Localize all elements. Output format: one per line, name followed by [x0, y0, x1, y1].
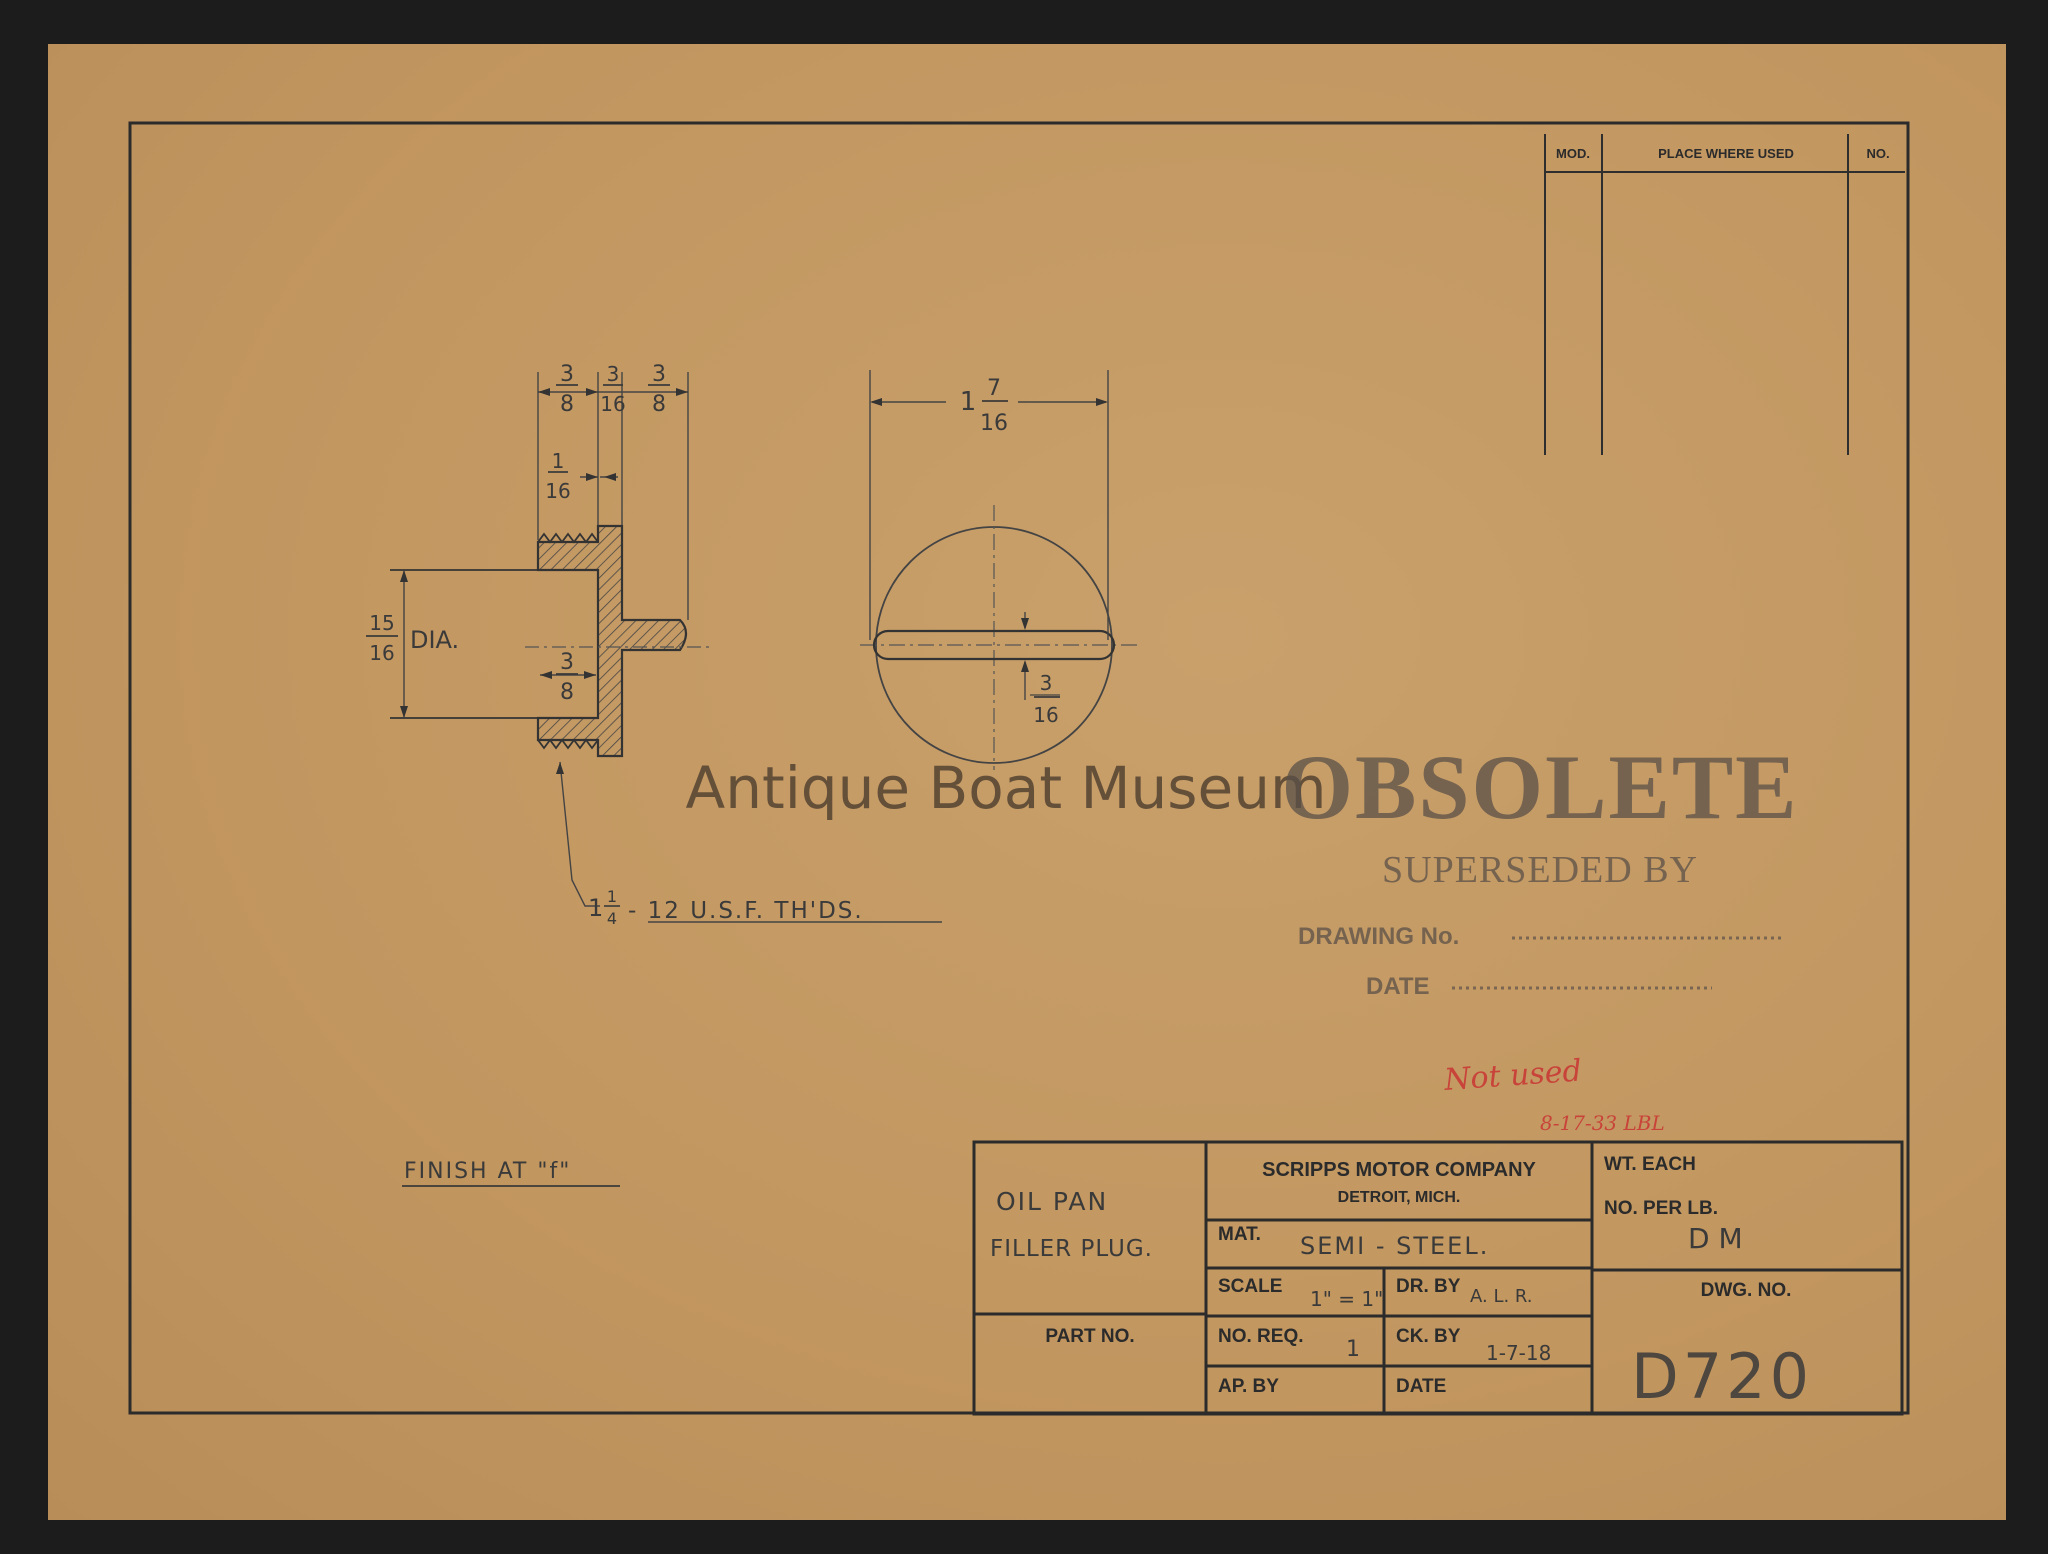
dim-top-b-den: 16	[600, 392, 626, 416]
ap-by-label: AP. BY	[1218, 1376, 1279, 1397]
part-no-label: PART NO.	[1045, 1326, 1135, 1347]
company-name: SCRIPPS MOTOR COMPANY	[1262, 1159, 1536, 1181]
stamp-drawing-no: DRAWING No.	[1298, 923, 1460, 950]
museum-watermark: Antique Boat Museum	[685, 754, 1327, 822]
rev-col-mod: MOD.	[1556, 146, 1590, 161]
dim-dia-label: DIA.	[410, 626, 460, 654]
dim-thread-den: 4	[606, 909, 618, 928]
dim-flange-den: 16	[545, 479, 571, 503]
revision-table	[1545, 134, 1905, 455]
dim-head-den: 16	[980, 411, 1008, 436]
company-location: DETROIT, MICH.	[1337, 1189, 1461, 1206]
ck-by-value: 1-7-18	[1486, 1341, 1552, 1365]
dim-head-whole: 1	[959, 387, 977, 417]
dim-thread-num: 1	[606, 887, 618, 906]
finish-note: FINISH AT "f"	[404, 1159, 572, 1184]
obsolete-stamp	[1281, 736, 1798, 1000]
mat-value: SEMI - STEEL.	[1300, 1232, 1490, 1260]
stamp-superseded: SUPERSEDED BY	[1382, 849, 1698, 891]
mat-label: MAT.	[1218, 1224, 1261, 1245]
rev-col-place: PLACE WHERE USED	[1658, 146, 1794, 161]
no-req-label: NO. REQ.	[1218, 1326, 1304, 1347]
rev-col-no: NO.	[1866, 146, 1890, 161]
dim-top-c-num: 3	[652, 362, 666, 387]
handwritten-not-used: Not used	[1443, 1053, 1583, 1098]
handwritten-date-code: 8-17-33 LBL	[1540, 1111, 1665, 1135]
no-per-lb-value: D M	[1688, 1222, 1743, 1255]
dwg-no-value: D720	[1630, 1340, 1814, 1413]
scale-value: 1" = 1"	[1310, 1287, 1384, 1311]
part-name-line2: FILLER PLUG.	[990, 1236, 1153, 1262]
date-label: DATE	[1396, 1376, 1447, 1397]
dim-dia-den: 16	[369, 641, 395, 665]
dim-dia-num: 15	[369, 611, 395, 635]
dim-bore-num: 3	[560, 650, 574, 675]
part-name-line1: OIL PAN	[996, 1187, 1109, 1216]
dim-head-num: 7	[987, 376, 1001, 401]
dr-by-value: A. L. R.	[1470, 1286, 1533, 1307]
dim-thread-whole: 1	[588, 894, 604, 922]
dim-slot-num: 3	[1039, 671, 1053, 695]
stamp-obsolete: OBSOLETE	[1281, 736, 1799, 838]
dim-thread-label: - 12 U.S.F. TH'DS.	[628, 898, 864, 924]
dim-flange-num: 1	[551, 449, 565, 473]
dr-by-label: DR. BY	[1396, 1276, 1461, 1297]
dim-top-a-num: 3	[560, 362, 574, 387]
dim-slot-den: 16	[1033, 703, 1059, 727]
ck-by-label: CK. BY	[1396, 1326, 1461, 1347]
dwg-no-label: DWG. NO.	[1700, 1280, 1792, 1301]
dim-bore-den: 8	[560, 680, 574, 705]
no-req-value: 1	[1346, 1337, 1360, 1362]
wt-each-label: WT. EACH	[1604, 1154, 1696, 1175]
stamp-date: DATE	[1366, 973, 1430, 1000]
dim-top-c-den: 8	[652, 392, 666, 417]
no-per-lb-label: NO. PER LB.	[1604, 1198, 1719, 1219]
dim-top-a-den: 8	[560, 392, 574, 417]
scale-label: SCALE	[1218, 1276, 1283, 1297]
dim-top-b-num: 3	[606, 362, 620, 386]
